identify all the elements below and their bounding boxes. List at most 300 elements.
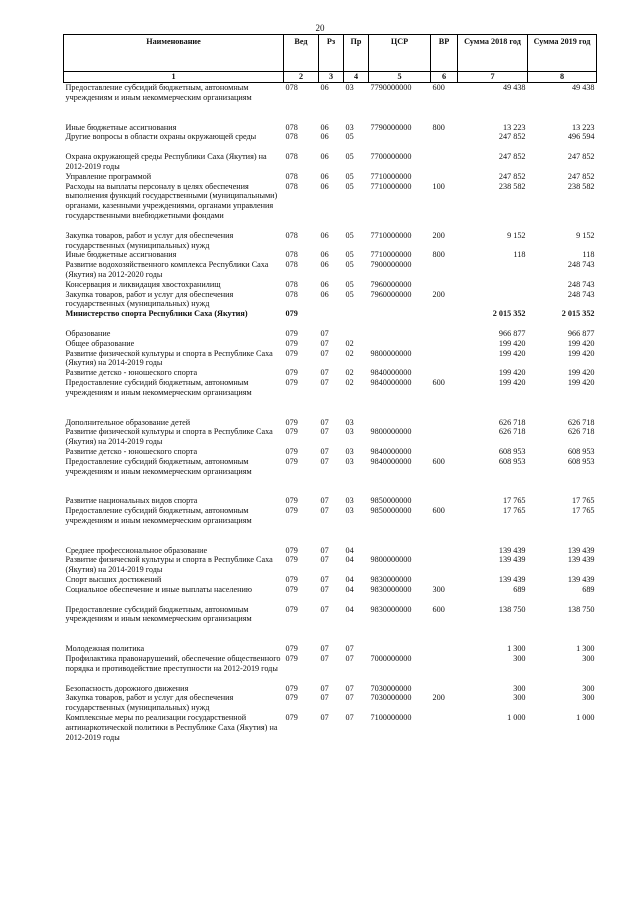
column-number: 5 [369, 72, 431, 83]
cell-pr: 03 [345, 427, 354, 437]
cell-sum-2018: 247 852 [498, 171, 526, 181]
column-number: 3 [319, 72, 344, 83]
cell-name: Охрана окружающей среды Республики Саха (Якутия) на 2012-2019 годы [65, 152, 267, 171]
cell-csr [369, 546, 431, 556]
cell-name: Дополнительное образование детей [65, 417, 191, 427]
cell-ved: 078 [285, 181, 298, 191]
cell-name: Развитие детско - юношеского спорта [65, 368, 198, 378]
cell-csr: 7700000000 [370, 152, 412, 162]
column-header: ВР [431, 35, 458, 72]
column-number-row [64, 72, 597, 83]
cell-pr: 05 [345, 181, 354, 191]
cell-name: Образование [65, 328, 111, 338]
cell-pr: 05 [345, 152, 354, 162]
cell-vr: 300 [432, 584, 445, 594]
column-number: 4 [344, 72, 369, 83]
cell-csr: 7790000000 [370, 83, 412, 92]
cell-ved: 078 [285, 289, 298, 299]
table-row [64, 506, 597, 526]
table-row [64, 546, 597, 556]
cell-sum-2018: 139 439 [498, 555, 526, 565]
table-row [64, 368, 597, 378]
table-row [64, 378, 597, 398]
cell-ved: 079 [285, 604, 298, 614]
cell-rz: 06 [320, 132, 329, 142]
cell-ved: 078 [285, 171, 298, 181]
cell-ved: 078 [285, 132, 298, 142]
table-row [64, 290, 597, 310]
cell-name: Среднее профессиональное образование [65, 545, 208, 555]
cell-vr: 600 [432, 83, 445, 92]
cell-rz: 07 [320, 427, 329, 437]
table-row [64, 447, 597, 457]
spacer-row [64, 674, 597, 684]
spacer-cell [64, 595, 597, 605]
cell-name: Управление программой [65, 171, 152, 181]
cell-csr: 9850000000 [370, 496, 412, 506]
cell-rz: 07 [320, 377, 329, 387]
cell-rz: 07 [320, 545, 329, 555]
cell-sum-2018: 300 [513, 683, 526, 693]
column-header: Сумма 2018 год [458, 35, 528, 72]
cell-rz: 07 [320, 654, 329, 664]
cell-sum-2019: 608 953 [567, 446, 595, 456]
table-row [64, 555, 597, 575]
table-row [64, 280, 597, 290]
table-row [64, 339, 597, 349]
cell-vr [431, 260, 458, 280]
cell-sum-2018: 247 852 [498, 132, 526, 142]
cell-ved: 078 [285, 83, 298, 92]
cell-name: Другие вопросы в области охраны окружающей среды [65, 132, 257, 142]
table-row [64, 457, 597, 477]
cell-name: Расходы на выплаты персоналу в целях обеспечения выполнения функций государственными (муниципальными) органами, казенными учреждениями, органами управления государственными внебюджетными фондами [65, 181, 278, 220]
cell-vr [431, 329, 458, 339]
cell-csr [369, 309, 431, 319]
cell-sum-2019: 300 [582, 654, 595, 664]
cell-name: Развитие физической культуры и спорта в Республике Саха (Якутия) на 2014-2019 годы [65, 348, 273, 368]
cell-name: Молодежная политика [65, 644, 145, 654]
cell-pr: 02 [345, 348, 354, 358]
cell-csr: 9830000000 [370, 575, 412, 585]
cell-ved: 079 [285, 377, 298, 387]
cell-sum-2019: 17 765 [571, 506, 595, 516]
cell-sum-2019: 139 439 [567, 545, 595, 555]
cell-ved: 079 [285, 427, 298, 437]
spacer-cell [64, 103, 597, 113]
table-row [64, 172, 597, 182]
cell-ved: 079 [285, 328, 298, 338]
spacer-row [64, 595, 597, 605]
cell-csr: 7030000000 [370, 693, 412, 703]
cell-name: Предоставление субсидий бюджетным, автономным учреждениям и иным некоммерческим организациям [65, 456, 252, 476]
cell-vr [431, 447, 458, 457]
column-number: 8 [528, 72, 597, 83]
spacer-cell [64, 674, 597, 684]
cell-name: Закупка товаров, работ и услуг для обеспечения государственных (муниципальных) нужд [65, 693, 234, 713]
column-header: Сумма 2019 год [528, 35, 597, 72]
cell-pr: 05 [345, 171, 354, 181]
cell-sum-2019: 199 420 [567, 377, 595, 387]
spacer-cell [64, 319, 597, 329]
cell-rz: 07 [320, 693, 329, 703]
table-row [64, 713, 597, 742]
cell-sum-2018: 17 765 [502, 496, 526, 506]
cell-sum-2018: 300 [513, 654, 526, 664]
cell-sum-2018: 689 [513, 584, 526, 594]
cell-pr: 05 [345, 230, 354, 240]
cell-sum-2019: 139 439 [567, 575, 595, 585]
cell-sum-2018: 2 015 352 [492, 309, 526, 319]
cell-vr [431, 575, 458, 585]
cell-sum-2019: 247 852 [567, 152, 595, 162]
cell-ved: 079 [285, 446, 298, 456]
cell-name: Общее образование [65, 338, 135, 348]
column-number: 7 [458, 72, 528, 83]
cell-ved: 079 [285, 584, 298, 594]
table-row [64, 182, 597, 221]
cell-pr: 05 [345, 250, 354, 260]
column-number: 2 [284, 72, 319, 83]
cell-pr: 03 [345, 456, 354, 466]
cell-name: Спорт высших достижений [65, 575, 162, 585]
cell-sum-2019: 626 718 [567, 417, 595, 427]
spacer-cell [64, 476, 597, 486]
cell-sum-2018: 608 953 [498, 456, 526, 466]
cell-sum-2019: 300 [582, 693, 595, 703]
cell-name: Предоставление субсидий бюджетным, автономным учреждениям и иным некоммерческим организациям [65, 377, 252, 397]
cell-vr [431, 152, 458, 172]
cell-vr [431, 349, 458, 369]
spacer-cell [64, 113, 597, 123]
table-row [64, 250, 597, 260]
cell-name: Закупка товаров, работ и услуг для обеспечения государственных (муниципальных) нужд [65, 289, 234, 309]
cell-pr: 03 [345, 446, 354, 456]
cell-rz [319, 309, 344, 319]
table-row [64, 123, 597, 133]
cell-rz: 06 [320, 181, 329, 191]
cell-rz: 07 [320, 456, 329, 466]
cell-sum-2018: 13 223 [502, 122, 526, 132]
cell-sum-2018: 139 439 [498, 575, 526, 585]
cell-sum-2018: 139 439 [498, 545, 526, 555]
cell-rz: 06 [320, 279, 329, 289]
table-row [64, 496, 597, 506]
cell-rz: 06 [320, 171, 329, 181]
cell-sum-2018: 199 420 [498, 348, 526, 358]
table-row [64, 684, 597, 694]
cell-csr: 9800000000 [370, 555, 412, 565]
cell-sum-2019: 199 420 [567, 338, 595, 348]
cell-ved: 079 [285, 506, 298, 516]
cell-vr [431, 418, 458, 428]
cell-rz: 06 [320, 152, 329, 162]
spacer-cell [64, 526, 597, 536]
spacer-cell [64, 634, 597, 644]
cell-pr: 03 [345, 496, 354, 506]
cell-ved: 079 [285, 644, 298, 654]
cell-rz: 06 [320, 230, 329, 240]
cell-csr [369, 132, 431, 142]
budget-table [63, 34, 597, 742]
cell-csr [369, 329, 431, 339]
cell-csr: 9830000000 [370, 584, 412, 594]
cell-sum-2019: 248 743 [567, 260, 595, 270]
cell-csr: 7030000000 [370, 683, 412, 693]
cell-name: Развитие физической культуры и спорта в Республике Саха (Якутия) на 2014-2019 годы [65, 427, 273, 447]
spacer-row [64, 486, 597, 496]
column-header: Рз [319, 35, 344, 72]
cell-sum-2018: 199 420 [498, 377, 526, 387]
cell-ved: 079 [285, 683, 298, 693]
cell-pr: 04 [345, 545, 354, 555]
cell-ved: 078 [285, 279, 298, 289]
table-row [64, 349, 597, 369]
cell-vr [431, 684, 458, 694]
cell-vr: 800 [432, 250, 445, 260]
cell-sum-2018: 49 438 [502, 83, 526, 92]
table-row [64, 585, 597, 595]
cell-rz: 07 [320, 575, 329, 585]
cell-ved: 079 [285, 417, 298, 427]
cell-sum-2019: 248 743 [567, 289, 595, 299]
table-row [64, 654, 597, 674]
page-number: 20 [315, 23, 325, 33]
column-header: Наименование [64, 35, 284, 72]
table-row [64, 693, 597, 713]
cell-csr: 9840000000 [370, 456, 412, 466]
cell-sum-2018: 199 420 [498, 368, 526, 378]
cell-vr [431, 644, 458, 654]
cell-pr: 07 [345, 644, 354, 654]
cell-pr: 04 [345, 584, 354, 594]
cell-rz: 07 [320, 604, 329, 614]
spacer-row [64, 103, 597, 113]
cell-csr: 9800000000 [370, 348, 412, 358]
cell-vr [431, 339, 458, 349]
cell-sum-2018: 138 750 [498, 604, 526, 614]
cell-sum-2019: 248 743 [567, 279, 595, 289]
cell-sum-2018: 118 [513, 250, 526, 260]
cell-vr [431, 172, 458, 182]
cell-vr: 600 [432, 377, 445, 387]
cell-rz: 07 [320, 348, 329, 358]
spacer-cell [64, 624, 597, 634]
cell-name: Консервация и ликвидация хвостохранилищ [65, 279, 221, 289]
cell-csr: 9840000000 [370, 446, 412, 456]
cell-name: Развитие водохозяйственного комплекса Республики Саха (Якутия) на 2012-2020 годы [65, 260, 269, 279]
cell-name: Предоставление субсидий бюджетным, автономным учреждениям и иным некоммерческим организациям [65, 506, 252, 525]
cell-name: Иные бюджетные ассигнования [65, 122, 177, 132]
column-number: 6 [431, 72, 458, 83]
cell-sum-2019: 2 015 352 [561, 309, 595, 319]
cell-vr [431, 654, 458, 674]
cell-sum-2018: 1 000 [507, 713, 526, 723]
cell-pr: 07 [345, 693, 354, 703]
cell-csr: 7710000000 [370, 250, 412, 260]
cell-sum-2018: 17 765 [502, 506, 526, 516]
table-row [64, 644, 597, 654]
cell-vr [431, 713, 458, 742]
cell-vr [431, 427, 458, 447]
cell-ved: 078 [285, 260, 298, 270]
cell-csr: 7900000000 [370, 260, 412, 270]
cell-pr: 07 [345, 683, 354, 693]
cell-pr: 04 [345, 575, 354, 585]
cell-rz: 07 [320, 584, 329, 594]
cell-sum-2019: 966 877 [567, 328, 595, 338]
cell-vr: 600 [432, 506, 445, 516]
table-row [64, 152, 597, 172]
cell-name: Профилактика правонарушений, обеспечение общественного порядка и противодействие преступности на 2012-2019 годы [65, 654, 281, 673]
cell-ved: 078 [285, 250, 298, 260]
header-row [64, 35, 597, 72]
cell-sum-2018: 626 718 [498, 427, 526, 437]
cell-pr: 05 [345, 260, 354, 270]
cell-csr: 7710000000 [370, 230, 412, 240]
cell-name: Развитие детско - юношеского спорта [65, 446, 198, 456]
cell-csr [369, 644, 431, 654]
spacer-cell [64, 408, 597, 418]
cell-name: Социальное обеспечение и иные выплаты населению [65, 584, 252, 594]
cell-vr [431, 546, 458, 556]
spacer-cell [64, 486, 597, 496]
spacer-row [64, 536, 597, 546]
cell-ved: 078 [285, 230, 298, 240]
cell-sum-2019: 17 765 [571, 496, 595, 506]
cell-name: Министерство спорта Республики Саха (Якутия) [65, 309, 248, 319]
cell-sum-2019: 247 852 [567, 171, 595, 181]
cell-ved: 079 [285, 309, 298, 319]
table-row [64, 329, 597, 339]
cell-sum-2019: 13 223 [571, 122, 595, 132]
cell-sum-2019: 199 420 [567, 368, 595, 378]
cell-sum-2019: 608 953 [567, 456, 595, 466]
cell-vr [431, 280, 458, 290]
cell-sum-2019: 49 438 [571, 83, 595, 92]
cell-ved: 079 [285, 693, 298, 703]
cell-csr: 7710000000 [370, 181, 412, 191]
cell-pr: 05 [345, 132, 354, 142]
spacer-cell [64, 398, 597, 408]
cell-sum-2018: 608 953 [498, 446, 526, 456]
cell-sum-2018: 626 718 [498, 417, 526, 427]
cell-vr: 200 [432, 693, 445, 703]
cell-rz: 06 [320, 83, 329, 92]
cell-name: Предоставление субсидий бюджетным, автономным учреждениям и иным некоммерческим организациям [65, 604, 252, 624]
table-row [64, 418, 597, 428]
cell-ved: 079 [285, 575, 298, 585]
cell-csr: 7960000000 [370, 279, 412, 289]
cell-rz: 06 [320, 289, 329, 299]
spacer-row [64, 526, 597, 536]
cell-rz: 06 [320, 260, 329, 270]
table-row [64, 427, 597, 447]
cell-pr: 02 [345, 368, 354, 378]
cell-csr: 7960000000 [370, 289, 412, 299]
cell-sum-2019: 138 750 [567, 604, 595, 614]
cell-ved: 079 [285, 368, 298, 378]
column-header: Вед [284, 35, 319, 72]
cell-ved: 079 [285, 654, 298, 664]
cell-sum-2019: 496 594 [567, 132, 595, 142]
cell-sum-2018: 247 852 [498, 152, 526, 162]
column-header: ЦСР [369, 35, 431, 72]
cell-rz: 07 [320, 713, 329, 723]
cell-vr: 200 [432, 230, 445, 240]
spacer-row [64, 221, 597, 231]
cell-name: Закупка товаров, работ и услуг для обеспечения государственных (муниципальных) нужд [65, 230, 234, 250]
cell-csr: 9800000000 [370, 427, 412, 437]
cell-rz: 06 [320, 250, 329, 260]
cell-pr: 05 [345, 289, 354, 299]
cell-ved: 079 [285, 713, 298, 723]
column-header: Пр [344, 35, 369, 72]
cell-pr: 03 [345, 122, 354, 132]
table-row [64, 260, 597, 280]
cell-pr: 04 [345, 604, 354, 614]
cell-csr: 9830000000 [370, 604, 412, 614]
cell-sum-2018: 1 300 [507, 644, 526, 654]
table-row [64, 132, 597, 142]
table-row [64, 231, 597, 251]
spacer-row [64, 319, 597, 329]
cell-pr: 07 [345, 654, 354, 664]
spacer-row [64, 624, 597, 634]
cell-rz: 07 [320, 368, 329, 378]
cell-name: Развитие физической культуры и спорта в Республике Саха (Якутия) на 2014-2019 годы [65, 555, 273, 575]
cell-name: Иные бюджетные ассигнования [65, 250, 177, 260]
cell-sum-2018: 966 877 [498, 328, 526, 338]
cell-sum-2019: 199 420 [567, 348, 595, 358]
cell-sum-2019: 118 [582, 250, 595, 260]
cell-rz: 06 [320, 122, 329, 132]
table-row [64, 605, 597, 625]
cell-csr: 7710000000 [370, 171, 412, 181]
cell-csr: 7790000000 [370, 122, 412, 132]
spacer-cell [64, 142, 597, 152]
cell-ved: 078 [285, 152, 298, 162]
spacer-row [64, 398, 597, 408]
cell-name: Безопасность дорожного движения [65, 683, 189, 693]
cell-vr: 600 [432, 604, 445, 614]
cell-rz: 07 [320, 328, 329, 338]
cell-sum-2018 [458, 260, 528, 280]
table-row [64, 575, 597, 585]
cell-vr: 800 [432, 122, 445, 132]
cell-csr: 7100000000 [370, 713, 412, 723]
cell-pr: 03 [345, 417, 354, 427]
cell-ved: 078 [285, 122, 298, 132]
cell-name: Комплексные меры по реализации государственной антинаркотической политики в Республике Саха (Якутия) на 2012-2019 годы [65, 713, 278, 742]
cell-csr [369, 339, 431, 349]
cell-rz: 07 [320, 446, 329, 456]
cell-sum-2019: 689 [582, 584, 595, 594]
cell-ved: 079 [285, 496, 298, 506]
cell-sum-2019: 1 000 [576, 713, 595, 723]
cell-vr: 100 [432, 181, 445, 191]
cell-sum-2019: 300 [582, 683, 595, 693]
cell-rz: 07 [320, 496, 329, 506]
table-row [64, 309, 597, 319]
cell-vr [431, 496, 458, 506]
cell-sum-2018: 199 420 [498, 338, 526, 348]
cell-pr: 07 [345, 713, 354, 723]
cell-name: Предоставление субсидий бюджетным, автономным учреждениям и иным некоммерческим организациям [65, 83, 252, 102]
cell-pr: 05 [345, 279, 354, 289]
cell-csr: 9840000000 [370, 368, 412, 378]
cell-pr [344, 309, 369, 319]
